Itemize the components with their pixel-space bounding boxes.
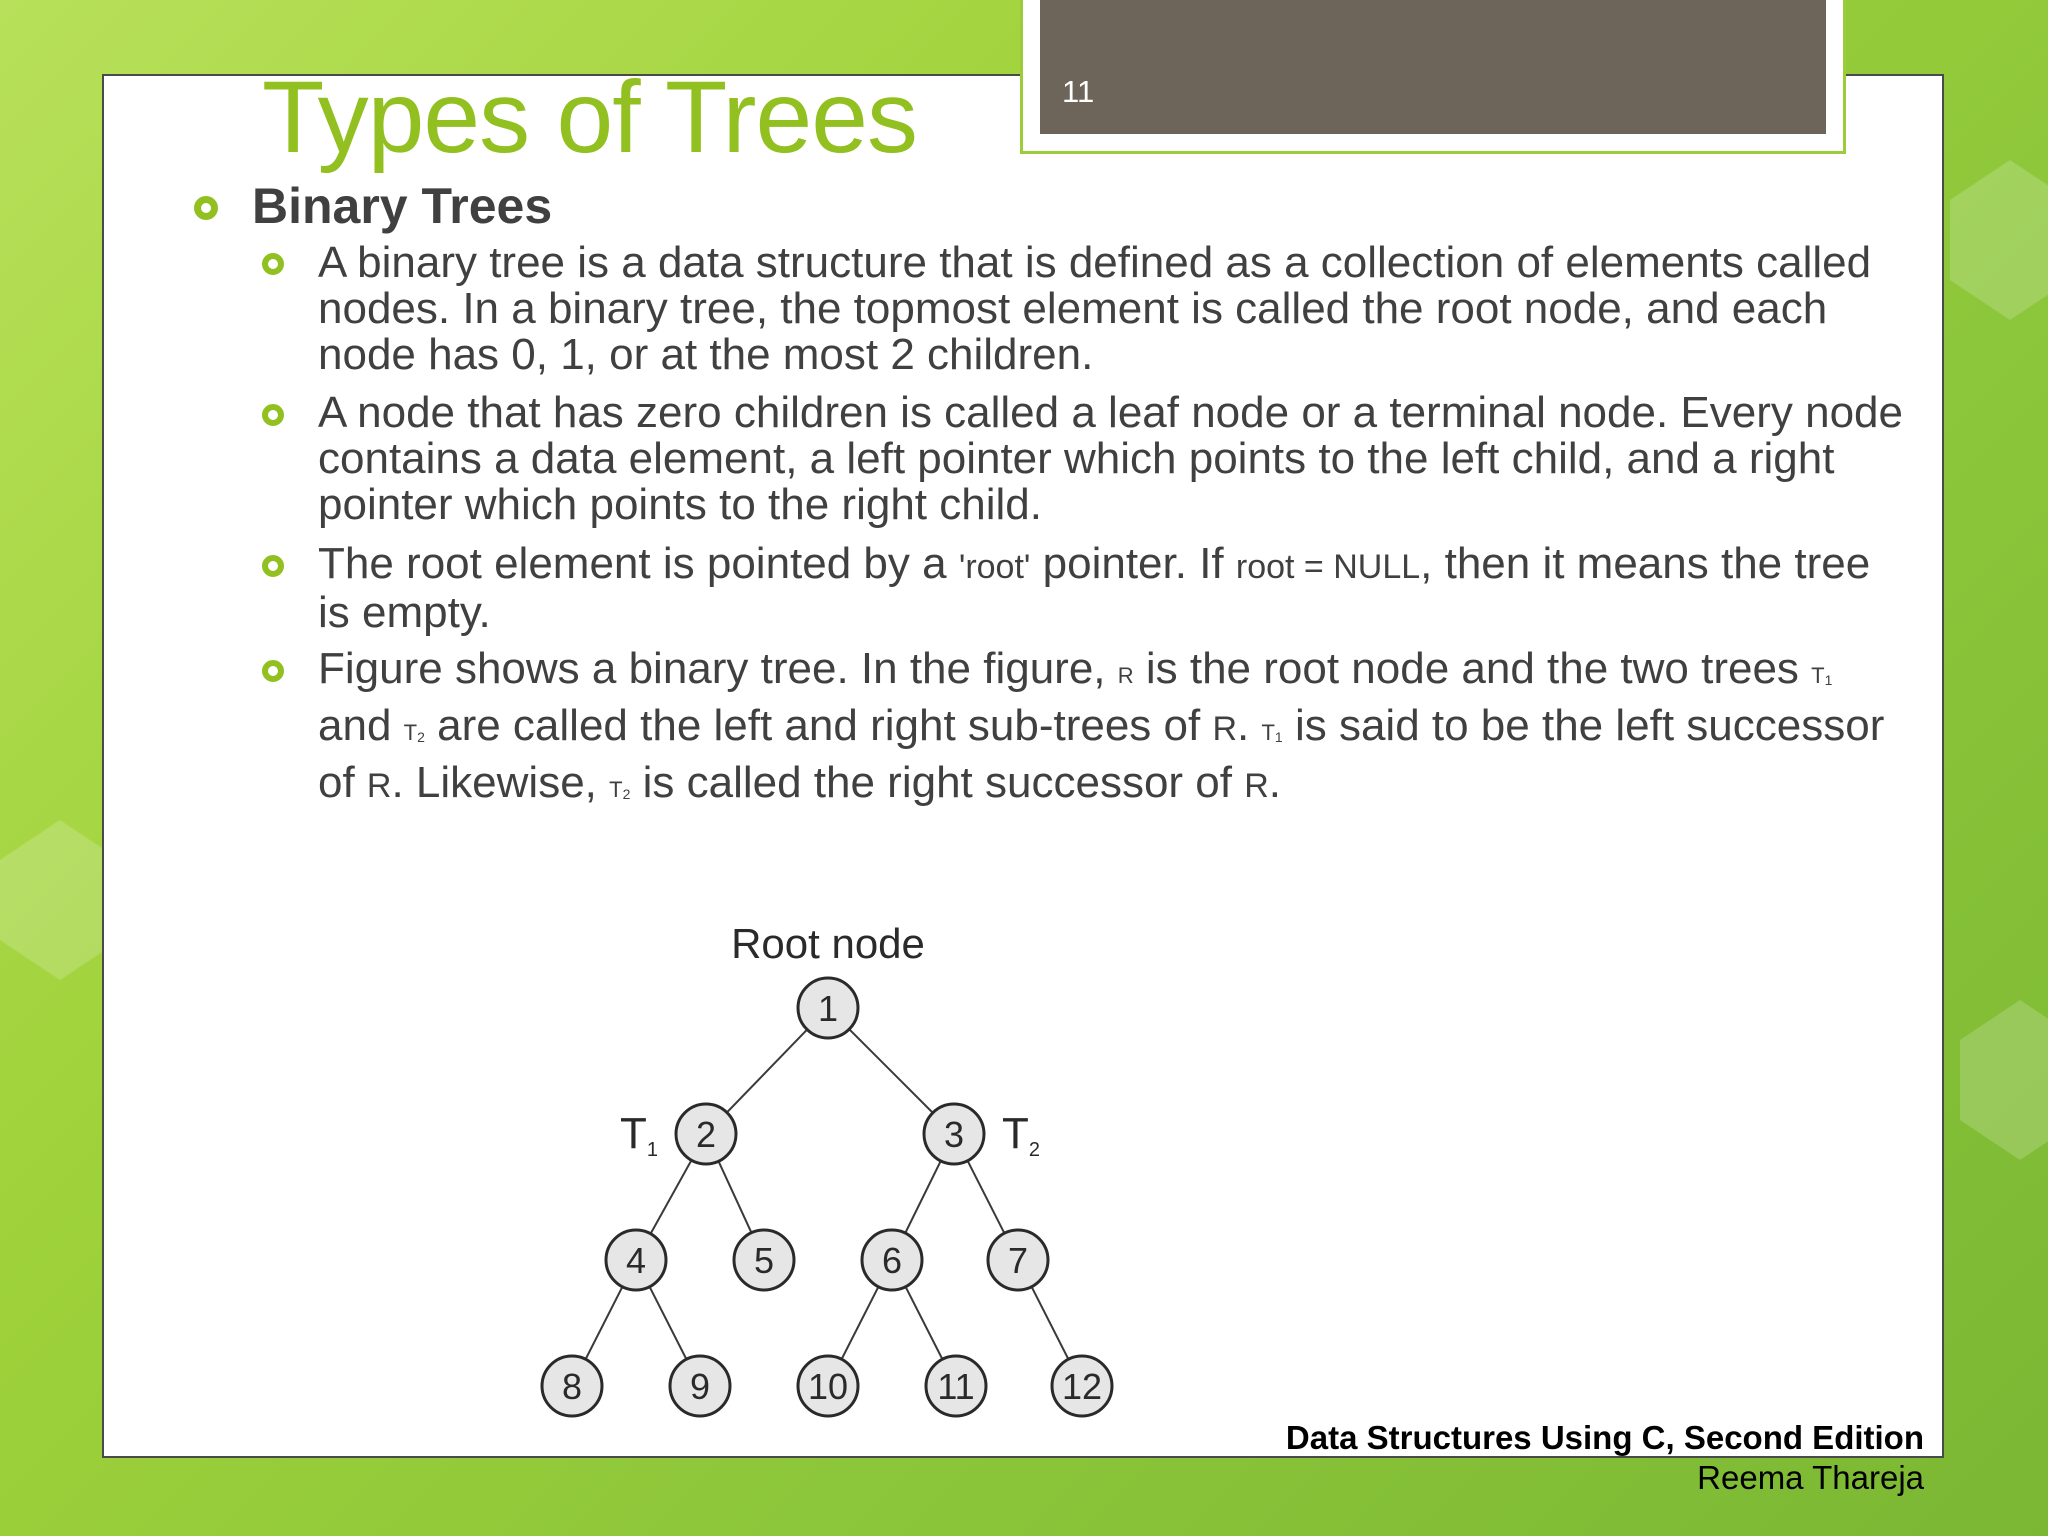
book-author: Reema Thareja <box>1697 1459 1924 1496</box>
bullet-icon <box>262 253 284 275</box>
bullet-text-1: A binary tree is a data structure that is defined as a collection of elements called nodes. In a binary tree, the topmost element is called the root node, and each node has 0, 1, or at the most 2 children. <box>318 238 1872 379</box>
tree-node-label: 9 <box>689 1366 711 1407</box>
tree-node-label: 2 <box>695 1114 717 1155</box>
slide-number: 11 <box>1062 74 1095 109</box>
tree-node-label: 8 <box>561 1366 583 1407</box>
tree-node-1 <box>798 978 858 1038</box>
tree-edges <box>572 1008 1082 1386</box>
bullet-text-3: The root element is pointed by a 'root' pointer. If root = NULL, then it means the tree is empty. <box>318 539 1871 637</box>
bullet-icon <box>262 555 284 577</box>
slide-number-box <box>1040 0 1826 134</box>
bullet-icon <box>262 660 284 682</box>
bullet-text-4: Figure shows a binary tree. In the figure, R is the root node and the two trees T1 and T2 are called the left and right sub-trees of R. T1 is said to be the left successor of R. Likewise, T2 is called the right successor of R. <box>318 644 1885 807</box>
tree-node-12 <box>1052 1356 1112 1416</box>
tree-node-3 <box>924 1104 984 1164</box>
credit <box>1286 1418 1924 1498</box>
bullet-icon <box>262 404 284 426</box>
tree-node-4 <box>606 1230 666 1290</box>
root-node-label: Root node <box>731 920 925 967</box>
tree-node-label: 7 <box>1007 1240 1029 1281</box>
tree-nodes <box>542 978 1112 1416</box>
tree-node-label: 6 <box>881 1240 903 1281</box>
tree-node-10 <box>798 1356 858 1416</box>
bullet-text-2: A node that has zero children is called a leaf node or a terminal node. Every node contains a data element, a left pointer which points to the left child, and a right pointer which points to the right child. <box>318 388 1903 529</box>
tree-node-11 <box>926 1356 986 1416</box>
tree-node-label: 1 <box>817 988 839 1029</box>
bullet-icon <box>194 196 218 220</box>
tree-node-label: 5 <box>753 1240 775 1281</box>
tree-node-6 <box>862 1230 922 1290</box>
binary-tree-figure <box>520 910 1140 1430</box>
tree-node-label: 11 <box>937 1366 975 1407</box>
tree-node-label: 10 <box>807 1366 849 1407</box>
tree-node-5 <box>734 1230 794 1290</box>
tree-node-2 <box>676 1104 736 1164</box>
tree-node-label: 12 <box>1061 1366 1103 1407</box>
t2-label: T2 <box>1002 1109 1041 1161</box>
tree-node-label: 3 <box>943 1114 965 1155</box>
t1-label: T1 <box>620 1109 659 1161</box>
tree-node-9 <box>670 1356 730 1416</box>
book-title: Data Structures Using C, Second Edition <box>1285 1419 1924 1456</box>
section-heading: Binary Trees <box>252 178 553 234</box>
tree-node-label: 4 <box>625 1240 647 1281</box>
tree-node-7 <box>988 1230 1048 1290</box>
tree-node-8 <box>542 1356 602 1416</box>
slide-title: Types of Trees <box>262 60 917 174</box>
